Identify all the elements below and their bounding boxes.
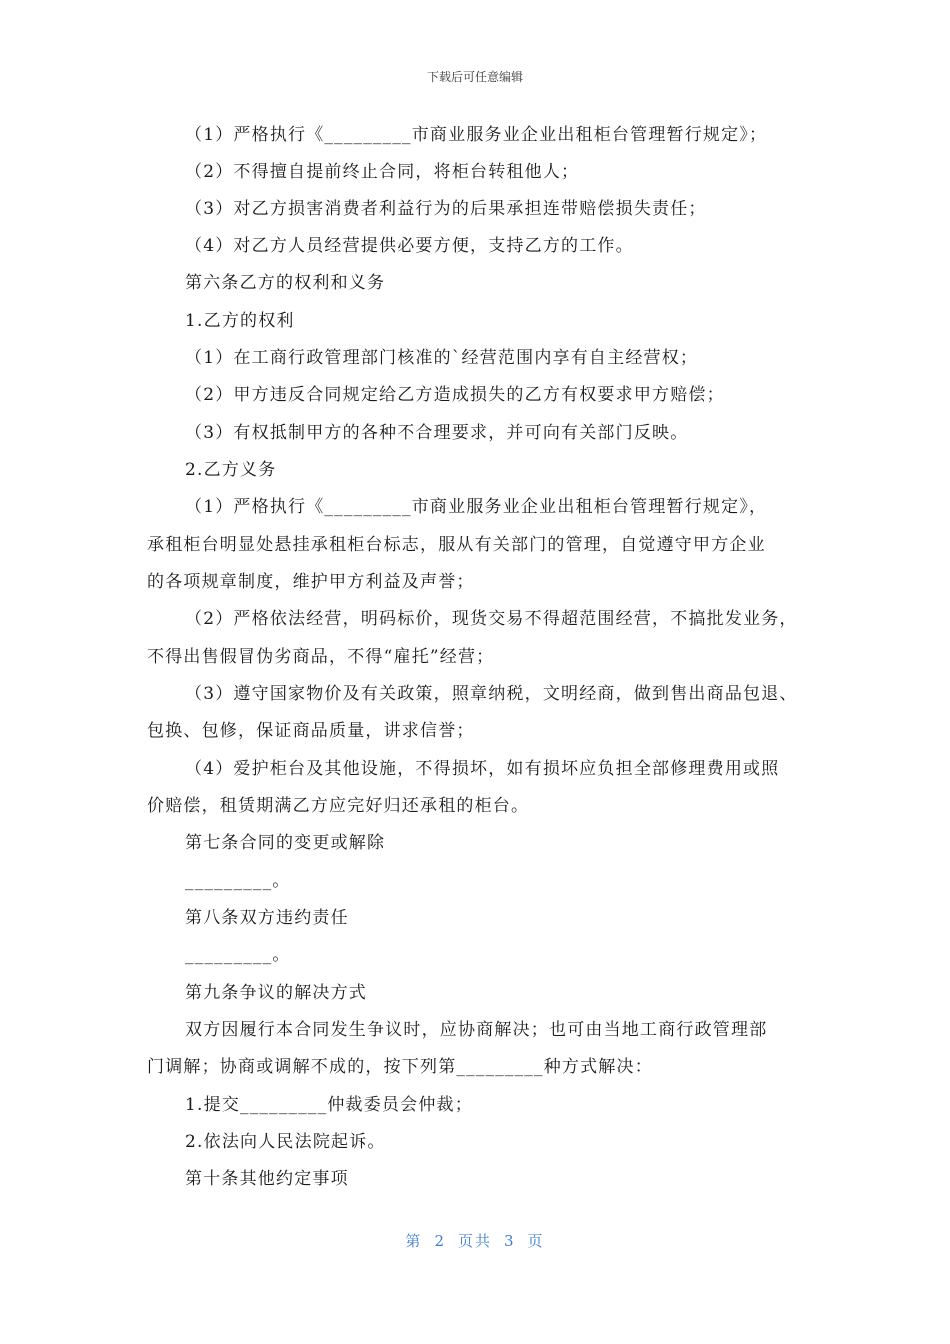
text-line: 门调解；协商或调解不成的，按下列第_________种方式解决： [147,1057,653,1077]
text-line: （3）有权抵制甲方的各种不合理要求，并可向有关部门反映。 [185,423,689,443]
page-number: 2 [434,1232,446,1250]
text-line: （4）对乙方人员经营提供必要方便，支持乙方的工作。 [185,236,634,256]
page-footer [0,1230,950,1251]
text-line: （1）在工商行政管理部门核准的`经营范围内享有自主经营权； [185,348,699,368]
text-line: 1.提交_________仲裁委员会仲裁； [185,1095,473,1115]
text-line: （2）甲方违反合同规定给乙方造成损失的乙方有权要求甲方赔偿； [185,385,725,405]
text-line: （3）对乙方损害消费者利益行为的后果承担连带赔偿损失责任； [185,199,707,219]
section-heading: 第七条合同的变更或解除 [185,833,386,853]
text-line: （3）遵守国家物价及有关政策，照章纳税，文明经商，做到售出商品包退、 [185,684,798,704]
section-heading: 第六条乙方的权利和义务 [185,273,386,293]
text-line: 承租柜台明显处悬挂承租柜台标志，服从有关部门的管理，自觉遵守甲方企业 [147,535,766,555]
section-heading: 第十条其他约定事项 [185,1169,349,1189]
text-line: 包换、包修，保证商品质量，讲求信誉； [147,721,475,741]
text-line: （4）爱护柜台及其他设施，不得损坏，如有损坏应负担全部修理费用或照 [185,759,780,779]
section-heading: 第八条双方违约责任 [185,908,349,928]
total-label: 页共 [457,1232,492,1250]
section-heading: 第九条争议的解决方式 [185,983,367,1003]
page-label: 第 [405,1232,423,1250]
text-line: 不得出售假冒伪劣商品，不得“雇托”经营； [147,647,495,667]
text-line: 价赔偿，租赁期满乙方应完好归还承租的柜台。 [147,796,530,816]
page-suffix: 页 [527,1232,545,1250]
blank-line: _________。 [185,945,291,965]
text-line: （1）严格执行《_________市商业服务业企业出租柜台管理暂行规定》， [185,497,768,517]
text-line: （2）严格依法经营，明码标价，现货交易不得超范围经营，不搞批发业务， [185,609,798,629]
total-pages: 3 [504,1232,516,1250]
text-line: （2）不得擅自提前终止合同，将柜台转租他人； [185,162,580,182]
subsection-heading: 1.乙方的权利 [185,311,295,331]
page-header: 下载后可任意编辑 [426,70,523,84]
subsection-heading: 2.乙方义务 [185,460,277,480]
text-line: （1）严格执行《_________市商业服务业企业出租柜台管理暂行规定》； [185,125,768,145]
text-line: 的各项规章制度，维护甲方利益及声誉； [147,572,475,592]
text-line: 2.依法向人民法院起诉。 [185,1132,386,1152]
text-line: 双方因履行本合同发生争议时，应协商解决；也可由当地工商行政管理部 [185,1020,768,1040]
blank-line: _________。 [185,871,291,891]
